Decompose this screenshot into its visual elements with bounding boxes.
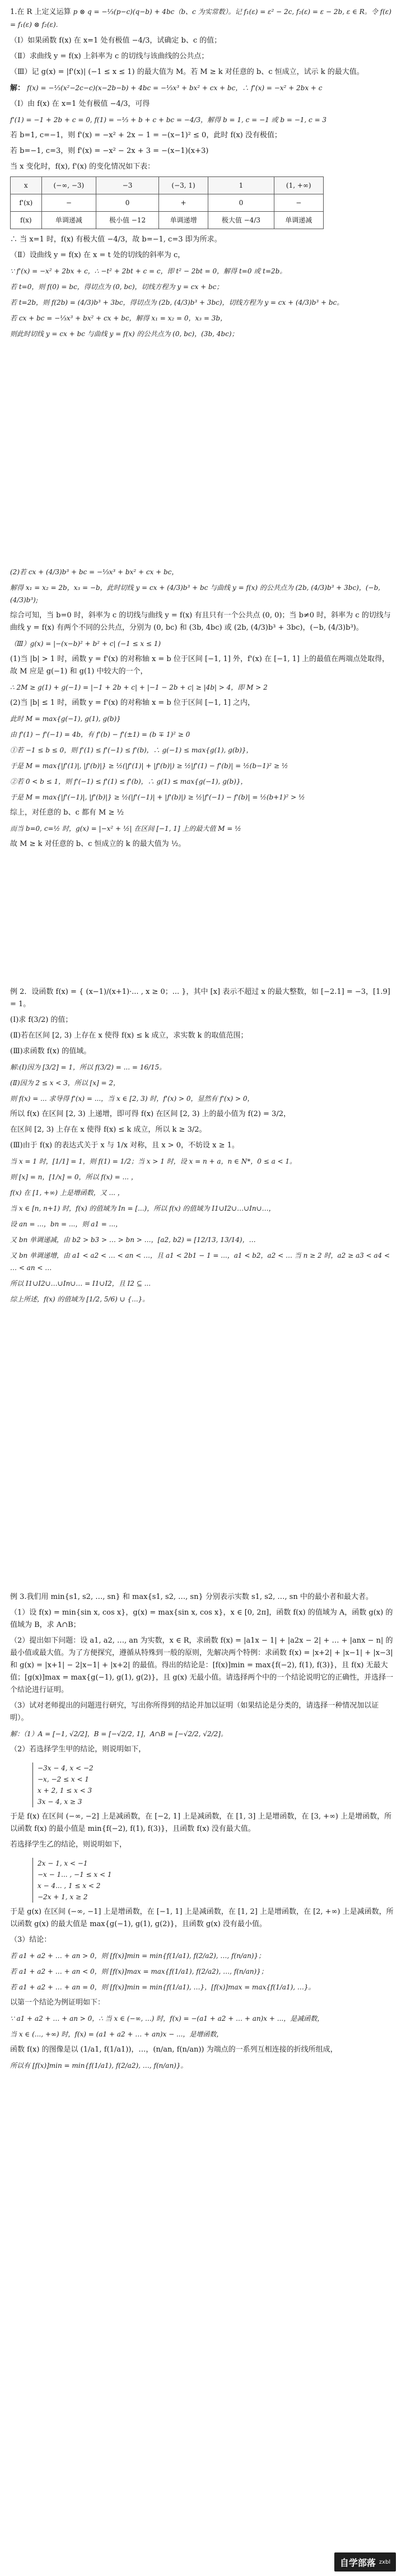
p2-sol3-g: 又 bn 单调递减，由 b2 > b3 > … > bn > …，[a2, b2) = [12/13, 13/14)，… xyxy=(10,1236,256,1244)
site-watermark-logo: 自学部落 zxbl xyxy=(334,2552,396,2572)
ex3-q3: （3）试对老师提出的问题进行研究，写出你所得到的结论并加以证明（如果结论是分类的，请选择一种情况加以证明）。 xyxy=(10,1701,379,1722)
variation-table-header: x (−∞, −3) −3 (−3, 1) 1 (1, +∞) xyxy=(11,177,324,194)
p1-part1-check: 若 b=1, c=−1，则 f'(x) = −x² + 2x − 1 = −(x−1)² ≤ 0，此时 f(x) 没有极值； xyxy=(10,131,282,140)
example-3 xyxy=(10,1591,396,2075)
p1-part3-b: ∴ 2M ≥ g(1) + g(−1) = |−1 + 2b + c| + |−1 − 2b + c| ≥ |4b| > 4，即 M > 2 xyxy=(10,683,268,691)
ex3-sol2b: 于是 f(x) 在区间 (−∞, −2] 上是减函数，在 [−2, 1] 上是减函数，在 [1, 3] 上是增函数，在 [3, +∞) 上是增函数，所以函数 f(x) 的最小值是 min{f(−2), f(1), f(3)}，且函数 f(x) 没有最大值。 xyxy=(10,1812,392,1833)
p2-sol2-b: 则 f(x) = ... 求导得 f'(x) = ...，当 x ∈ [2, 3) 时，f'(x) > 0，显然有 f'(x) > 0， xyxy=(10,1095,254,1103)
p1-part3-title: （Ⅲ）g(x) = |−(x−b)² + b² + c| (−1 ≤ x ≤ 1) xyxy=(10,640,161,648)
ex3-proof-b: 当 x ∈ (..., +∞) 时，f(x) = (a1 + a2 + … + an)x − ...，是增函数， xyxy=(10,2030,223,2038)
p1-table-intro: 当 x 变化时，f(x), f'(x) 的变化情况如下表： xyxy=(10,162,155,171)
problem-1-continued xyxy=(10,566,396,854)
p2-sol2-a: (Ⅱ)因为 2 ≤ x < 3，所以 [x] = 2， xyxy=(10,1079,120,1087)
p2-sol1: 解:(Ⅰ)因为 [3/2] = 1，所以 f(3/2) = ... = 16/15。 xyxy=(10,1063,166,1071)
p2-sol3-e: 当 x ∈ [n, n+1) 时，f(x) 的值域为 In = [...)，所以 f(x) 的值域为 I1∪I2∪…∪In∪…， xyxy=(10,1205,276,1212)
ex3-sol3-b: 若 a1 + a2 + … + an < 0，则 [f(x)]max = max{f(1/a1), f(2/a2), …, f(n/an)}； xyxy=(10,1968,268,1975)
ex3-q2: （2）提出如下问题：设 a1, a2, …, an 为实数，x ∈ R，求函数 f(x) = |a1x − 1| + |a2x − 2| + … + |anx − n| 的最小值或最大值。为了方便探究，遵循从特殊到一般的原则，先解决两个特例：求函数 f(x) = |x+2| + |x−1| + |x−3| 和 g(x) = |x+1| − 2|x−1| + |x+2| 的最值。得出的结论是：[f(x)]min = max{f(−2), f(1), f(3)}，且 f(x) 无最大值；[g(x)]max = max{g(−1), g(1), g(2)}，且 g(x) 无最小值。请选择两个中的一个结论说明它的正确性，并选择一个结论进行证明。 xyxy=(10,1636,394,1694)
ex3-sol2d: 于是 g(x) 在区间 (−∞, −1] 上是增函数，在 [−1, 1] 上是减函数，在 [1, 2] 上是增函数，在 [2, +∞) 上是减函数，所以函数 g(x) 的最大值是 max{g(−1), g(1), g(2)}，且函数 g(x) 没有最小值。 xyxy=(10,1908,394,1928)
p1-part2-d: 若 cx + bc = −⅓x³ + bx² + cx + bc，解得 x₁ = x₂ = 0，x₃ = 3b， xyxy=(10,314,227,322)
p2-sol2-d: 在区间 [2, 3) 上存在 x 使得 f(x) ≤ k 成立，所以 k ≥ 3/2。 xyxy=(10,1126,207,1134)
variation-table xyxy=(10,176,324,229)
variation-table-row-function: f(x) 单调递减 极小值 −12 单调递增 极大值 −4/3 单调递减 xyxy=(11,212,324,229)
problem-2 xyxy=(10,986,396,1309)
p2-sol2-c: 所以 f(x) 在区间 [2, 3) 上递增，即可得 f(x) 在区间 [2, 3) 上的最小值为 f(2) = 3/2， xyxy=(10,1110,291,1118)
p1-part2-h: 综合可知，当 b=0 时，斜率为 c 的切线与曲线 y = f(x) 有且只有一个公共点 (0, 0)；当 b≠0 时，斜率为 c 的切线与曲线 y = f(x) 有两个不同的公共点，分别为 (0, bc) 和 (3b, 4bc) 或 (2b, (4/3)b³ + 3bc)，(−b, (4/3)b³)。 xyxy=(10,611,391,632)
p1-part3-f: ①若 −1 ≤ b ≤ 0，则 f'(1) ≤ f'(−1) ≤ f'(b)，∴ g(−1) ≤ max{g(1), g(b)}， xyxy=(10,746,253,754)
p1-part3-d: 此时 M = max{g(−1), g(1), g(b)} xyxy=(10,715,121,723)
ex3-intro: 例 3.我们用 min{s1, s2, …, sn} 和 max{s1, s2, …, sn} 分别表示实数 s1, s2, …, sn 中的最小者和最大者。 xyxy=(10,1593,373,1601)
p1-q3: （Ⅲ）记 g(x) = |f'(x)| (−1 ≤ x ≤ 1) 的最大值为 M。若 M ≥ k 对任意的 b、c 恒成立，试示 k 的最大值。 xyxy=(10,68,364,76)
p2-intro: 例 2．设函数 f(x) = { (x−1)/(x+1)·... , x ≥ 0；... }，其中 [x] 表示不超过 x 的最大整数，如 [−2.1] = −3，[1.9] = 1。 xyxy=(10,988,390,1008)
p1-q1: （Ⅰ）如果函数 f(x) 在 x=1 处有极值 −4/3，试确定 b、c 的值； xyxy=(10,36,222,45)
p1-part1-conclusion: ∴ 当 x=1 时，f(x) 有极大值 −4/3，故 b=−1, c=3 即为所求。 xyxy=(10,235,222,244)
p1-q2: （Ⅱ）求曲线 y = f(x) 上斜率为 c 的切线与该曲线的公共点； xyxy=(10,52,209,61)
ex3-proof-title: 以第一个结论为例证明如下： xyxy=(10,1998,105,2007)
ex3-sol1: 解：（1）A = [−1, √2/2]，B = [−√2/2, 1]，A∩B = [−√2/2, √2/2]。 xyxy=(10,1730,227,1738)
p1-part3-i: 于是 M = max{|f'(−1)|, |f'(b)|} ≥ ½(|f'(−1)| + |f'(b)|) ≥ ½|f'(−1) − f'(b)| = ½(b+1)² > ½ xyxy=(10,793,305,801)
problem-1 xyxy=(10,6,396,343)
p1-part1-system: f'(1) = −1 + 2b + c = 0, f(1) = −⅓ + b + c + bc = −4/3，解得 b = 1, c = −1 或 b = −1, c = 3 xyxy=(10,116,327,124)
p2-sol3-f: 设 an = ...，bn = ...，则 a1 = ...， xyxy=(10,1220,123,1228)
ex3-sol3-title: （3）结论： xyxy=(10,1936,52,1944)
ex3-q1: （1）设 f(x) = min{sin x, cos x}，g(x) = max{sin x, cos x}，x ∈ [0, 2π]，函数 f(x) 的值域为 A，函数 g(x) 的值域为 B，求 A∩B； xyxy=(10,1608,393,1629)
ex3-sol3-a: 若 a1 + a2 + … + an > 0，则 [f(x)]min = min{f(1/a1), f(2/a2), …, f(n/an)}； xyxy=(10,1952,265,1960)
p1-intro: 1.在 R 上定义运算 p ⊗ q = −⅓(p−c)(q−b) + 4bc（b、c 为实常数）。记 f₁(ε) = ε² − 2c, f₂(ε) = ε − 2b, ε ∈ R。令 f(ε) = f₁(ε) ⊗ f₂(ε). xyxy=(10,8,391,29)
p1-part2-e: 则此时切线 y = cx + bc 与曲线 y = f(x) 的公共点为 (0, bc)，(3b, 4bc)； xyxy=(10,330,239,338)
p1-part3-k: 而当 b=0, c=½ 时，g(x) = |−x² + ½| 在区间 [−1, 1] 上的最大值 M = ½ xyxy=(10,825,241,833)
p1-part3-h: ②若 0 < b ≤ 1，则 f'(−1) ≤ f'(1) ≤ f'(b)，∴ g(1) ≤ max{g(−1), g(b)}， xyxy=(10,778,248,785)
piecewise-f: −3x − 4, x < −2 −x, −2 ≤ x < 1 x + 2, 1 ≤ x < 3 3x − 4, x ≥ 3 xyxy=(32,1763,94,1807)
ex3-proof-a: ∵ a1 + a2 + … + an > 0，∴ 当 x ∈ (−∞, ...) 时，f(x) = −(a1 + a2 + … + an)x + ...，是减函数， xyxy=(10,2015,324,2022)
p2-q1: (Ⅰ)求 f(3/2) 的值； xyxy=(10,1016,73,1024)
ex3-sol2: （2）若选择学生甲的结论，则说明如下， xyxy=(10,1745,146,1754)
p1-part2-g: 解得 x₁ = x₂ = 2b，x₃ = −b，此时切线 y = cx + (4/3)b³ + bc 与曲线 y = f(x) 的公共点为 (2b, (4/3)b³ + 3bc)，(−b, (4/3)b³); xyxy=(10,584,381,604)
p2-q3: (Ⅲ)求函数 f(x) 的值域。 xyxy=(10,1047,91,1055)
variation-table-row-derivative: f'(x) − 0 + 0 − xyxy=(11,194,324,212)
p1-part2-a: ∵ f'(x) = −x² + 2bx + c，∴ −t² + 2bt + c = c，即 t² − 2bt = 0，解得 t=0 或 t=2b。 xyxy=(10,267,287,275)
p1-part3-g: 于是 M = max{|f'(1)|, |f'(b)|} ≥ ½(|f'(1)| + |f'(b)|) ≥ ½|f'(1) − f'(b)| = ½(b−1)² ≥ ½ xyxy=(10,762,288,770)
p2-sol3-b: 当 x = 1 时，[1/1] = 1，则 f(1) = 1/2；当 x > 1 时，设 x = n + a，n ∈ N*，0 ≤ a < 1。 xyxy=(10,1157,297,1165)
p1-part3-l: 故 M ≥ k 对任意的 b、c 恒成立的 k 的最大值为 ½。 xyxy=(10,840,186,848)
p1-part2-title: （Ⅱ）设曲线 y = f(x) 在 x = t 处的切线的斜率为 c， xyxy=(10,251,185,259)
p1-part3-a: (1)当 |b| > 1 时，函数 y = f'(x) 的对称轴 x = b 位于区间 [−1, 1] 外，f'(x) 在 [−1, 1] 上的最值在两端点处取得，故 M 应是 g(−1) 和 g(1) 中较大的一个， xyxy=(10,655,390,676)
p1-part3-c: (2)当 |b| ≤ 1 时，函数 y = f'(x) 的对称轴 x = b 位于区间 [−1, 1] 之内， xyxy=(10,699,255,707)
ex3-sol3-c: 若 a1 + a2 + … + an = 0，则 [f(x)]min = min{f(1/a1), …}，[f(x)]max = max{f(1/a1), …}。 xyxy=(10,1983,315,1991)
p2-q2: (Ⅱ)若在区间 [2, 3) 上存在 x 使得 f(x) ≤ k 成立，求实数 k 的取值范围； xyxy=(10,1031,248,1040)
p2-sol3-h: 又 bn 单调递增，由 a1 < a2 < … < an < …，且 a1 < 2b1 − 1 = ...，a1 < b2，a2 < … 当 n ≥ 2 时，a2 ≥ a3 < a4 < … < an < … xyxy=(10,1252,390,1272)
p2-sol3-i: 所以 I1∪I2∪…∪In∪… = I1∪I2，且 I2 ⊆ ... xyxy=(10,1280,151,1287)
p2-sol3-a: (Ⅲ)由于 f(x) 的表达式关于 x 与 1/x 对称，且 x > 0，不妨设 x ≥ 1。 xyxy=(10,1141,239,1150)
p1-part3-j: 综上，对任意的 b、c 都有 M ≥ ½ xyxy=(10,808,124,817)
piecewise-g: 2x − 1, x < −1 −x − 1... , −1 ≤ x < 1 x − 4... , 1 ≤ x < 2 −2x + 1, x ≥ 2 xyxy=(32,1858,112,1903)
p1-part2-f: (2)若 cx + (4/3)b³ + bc = −⅓x³ + bx² + cx + bc， xyxy=(10,568,179,576)
p2-sol3-j: 综上所述，f(x) 的值域为 [1/2, 5/6) ∪ {...}。 xyxy=(10,1295,150,1303)
p1-part1-title: （Ⅰ）由 f(x) 在 x=1 处有极值 −4/3，可得 xyxy=(10,100,150,108)
p1-part2-c: 若 t=2b，则 f(2b) = (4/3)b³ + 3bc，得切点为 (2b, (4/3)b³ + 3bc)，切线方程为 y = cx + (4/3)b³ + bc。 xyxy=(10,299,344,306)
p1-part2-b: 若 t=0，则 f(0) = bc，得切点为 (0, bc)，切线方程为 y = cx + bc； xyxy=(10,283,223,291)
p1-part3-e: 由 f'(1) − f'(−1) = 4b，有 f'(b) − f'(±1) = (b ∓ 1)² ≥ 0 xyxy=(10,731,190,738)
p1-solution-head: 解： f(x) = −⅓(x²−2c−c)(x−2b−b) + 4bc = −⅓x³ + bx² + cx + bc，∴ f'(x) = −x² + 2bx + c xyxy=(10,84,323,92)
ex3-proof-d: 所以有 [f(x)]min = min{f(1/a1), f(2/a2), …, f(n/an)}。 xyxy=(10,2062,188,2070)
p2-sol3-d: f(x) 在 [1, +∞) 上是增函数，又 ... ， xyxy=(10,1189,124,1197)
p2-sol3-c: 则 [x] = n，[1/x] = 0，所以 f(x) = ... ， xyxy=(10,1173,138,1181)
ex3-proof-c: 函数 f(x) 的图像是以 (1/a1, f(1/a1))，…，(n/an, f(n/an)) 为端点的一系列互相连接的折线所组成， xyxy=(10,2045,338,2054)
p1-part1-if: 若 b=−1, c=3，则 f'(x) = −x² − 2x + 3 = −(x−1)(x+3) xyxy=(10,147,209,155)
ex3-sol2c: 若选择学生乙的结论，则说明如下， xyxy=(10,1840,127,1849)
